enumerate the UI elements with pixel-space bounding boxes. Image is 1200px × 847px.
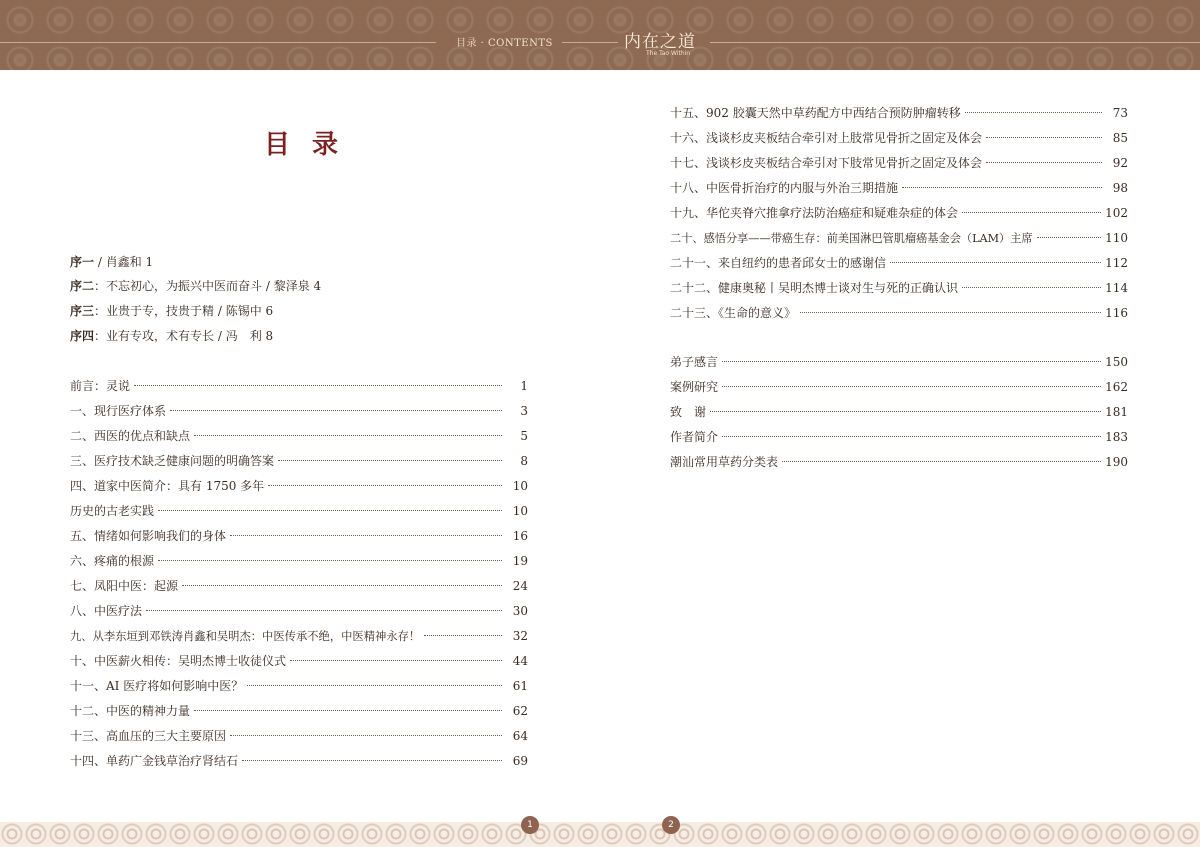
leader-dots <box>722 361 1101 362</box>
toc-entry-label: 三、医疗技术缺乏健康问题的明确答案 <box>70 454 275 468</box>
preface-text: / 肖鑫和 1 <box>94 255 154 269</box>
toc-entry-page: 10 <box>512 479 528 493</box>
toc-entry[interactable] <box>670 453 1128 471</box>
toc-entry-label: 案例研究 <box>670 380 719 394</box>
toc-entry[interactable] <box>70 552 528 570</box>
toc-entry[interactable] <box>70 652 528 670</box>
preface-text: ：不忘初心，为振兴中医而奋斗 / 黎泽泉 4 <box>94 279 322 293</box>
toc-entry-page: 64 <box>512 729 528 743</box>
toc-entry[interactable] <box>670 179 1128 197</box>
preface-row[interactable] <box>70 253 153 271</box>
header-rule-left <box>0 42 436 43</box>
preface-key: 序一 <box>70 255 95 269</box>
leader-dots <box>158 510 502 511</box>
leader-dots <box>247 685 502 686</box>
preface-key: 序三 <box>70 304 95 318</box>
header-section-label: 目录 · CONTENTS <box>456 38 553 49</box>
toc-entry[interactable] <box>70 627 528 645</box>
leader-dots <box>134 385 502 386</box>
preface-key: 序四 <box>70 329 95 343</box>
leader-dots <box>962 287 1101 288</box>
toc-entry-label: 十六、浅谈杉皮夹板结合牵引对上肢常见骨折之固定及体会 <box>670 131 983 145</box>
toc-entry-label: 十八、中医骨折治疗的内服与外治三期措施 <box>670 181 899 195</box>
toc-entry-page: 10 <box>512 504 528 518</box>
preface-text: ：业贵于专，技贵于精 / 陈锡中 6 <box>94 304 274 318</box>
toc-entry-page: 116 <box>1105 306 1128 320</box>
toc-entry[interactable] <box>670 254 1128 272</box>
toc-entry[interactable] <box>70 602 528 620</box>
leader-dots <box>230 735 502 736</box>
toc-entry-label: 二十三、《生命的意义》 <box>670 306 797 320</box>
toc-entry-page: 73 <box>1112 106 1128 120</box>
page-number-badge: 1 <box>521 816 539 834</box>
toc-entry-label: 十九、华佗夹脊穴推拿疗法防治癌症和疑难杂症的体会 <box>670 206 959 220</box>
toc-entry-page: 98 <box>1112 181 1128 195</box>
toc-entry[interactable] <box>670 104 1128 122</box>
preface-text: ：业有专攻，术有专长 / 冯 利 8 <box>94 329 274 343</box>
toc-entry[interactable] <box>70 527 528 545</box>
toc-entry[interactable] <box>670 403 1128 421</box>
toc-entry-page: 183 <box>1105 430 1128 444</box>
toc-entry-label: 作者简介 <box>670 430 719 444</box>
toc-entry-label: 十、中医薪火相传：吴明杰博士收徒仪式 <box>70 654 287 668</box>
toc-entry[interactable] <box>670 229 1128 247</box>
toc-entry-label: 五、情绪如何影响我们的身体 <box>70 529 227 543</box>
leader-dots <box>146 610 502 611</box>
leader-dots <box>182 585 502 586</box>
leader-dots <box>722 386 1101 387</box>
leader-dots <box>230 535 502 536</box>
leader-dots <box>800 312 1101 313</box>
header-rule-mid <box>562 42 618 43</box>
toc-entry[interactable] <box>670 204 1128 222</box>
page-title: 目录 <box>264 130 361 160</box>
toc-entry-label: 二十二、健康奥秘丨吴明杰博士谈对生与死的正确认识 <box>670 281 959 295</box>
toc-entry[interactable] <box>670 353 1128 371</box>
leader-dots <box>890 262 1101 263</box>
toc-entry-page: 85 <box>1112 131 1128 145</box>
toc-entry-label: 十五、902 胶囊天然中草药配方中西结合预防肿瘤转移 <box>670 106 961 120</box>
toc-entry-page: 110 <box>1105 231 1128 245</box>
toc-entry-label: 六、疼痛的根源 <box>70 554 155 568</box>
toc-entry-label: 一、现行医疗体系 <box>70 404 167 418</box>
toc-entry[interactable] <box>70 502 528 520</box>
toc-entry-page: 24 <box>512 579 528 593</box>
toc-entry-label: 十三、高血压的三大主要原因 <box>70 729 227 743</box>
toc-entry[interactable] <box>70 452 528 470</box>
leader-dots <box>194 435 502 436</box>
toc-entry-page: 5 <box>520 429 528 443</box>
leader-dots <box>242 760 502 761</box>
toc-entry[interactable] <box>70 477 528 495</box>
toc-entry[interactable] <box>70 677 528 695</box>
toc-entry-page: 16 <box>512 529 528 543</box>
toc-entry[interactable] <box>670 378 1128 396</box>
toc-entry[interactable] <box>70 727 528 745</box>
page-number-badge: 2 <box>662 816 680 834</box>
toc-entry-page: 150 <box>1105 355 1128 369</box>
toc-entry-label: 前言：灵说 <box>70 379 131 393</box>
preface-row[interactable] <box>70 277 321 295</box>
toc-entry-page: 3 <box>520 404 528 418</box>
leader-dots <box>986 137 1102 138</box>
toc-entry-label: 潮汕常用草药分类表 <box>670 455 779 469</box>
toc-entry-page: 32 <box>512 629 528 643</box>
toc-entry-page: 8 <box>520 454 528 468</box>
toc-entry-label: 二、西医的优点和缺点 <box>70 429 191 443</box>
toc-entry[interactable] <box>670 428 1128 446</box>
toc-entry-label: 十一、AI 医疗将如何影响中医？ <box>70 679 244 693</box>
leader-dots <box>194 710 502 711</box>
toc-entry-label: 十二、中医的精神力量 <box>70 704 191 718</box>
book-logo: 内在之道 <box>624 32 696 52</box>
leader-dots <box>158 560 502 561</box>
leader-dots <box>962 212 1101 213</box>
toc-entry-label: 四、道家中医简介：具有 1750 多年 <box>70 479 265 493</box>
toc-entry[interactable] <box>70 577 528 595</box>
leader-dots <box>424 635 502 636</box>
preface-row[interactable] <box>70 302 273 320</box>
header-rule-right <box>710 42 1200 43</box>
toc-entry-page: 30 <box>512 604 528 618</box>
leader-dots <box>710 411 1101 412</box>
leader-dots <box>170 410 502 411</box>
toc-entry[interactable] <box>70 752 528 770</box>
toc-entry[interactable] <box>70 377 528 395</box>
leader-dots <box>965 112 1102 113</box>
toc-entry-page: 92 <box>1112 156 1128 170</box>
leader-dots <box>278 460 502 461</box>
toc-entry-label: 八、中医疗法 <box>70 604 143 618</box>
toc-entry-page: 190 <box>1105 455 1128 469</box>
toc-entry-label: 九、从李东垣到邓铁涛肖鑫和吴明杰：中医传承不绝，中医精神永存！ <box>70 630 421 643</box>
toc-entry-page: 181 <box>1105 405 1128 419</box>
toc-entry-label: 致 谢 <box>670 405 707 419</box>
toc-entry-label: 二十、感悟分享——带癌生存：前美国淋巴管肌瘤癌基金会（LAM）主席 <box>670 232 1033 245</box>
toc-entry-page: 61 <box>512 679 528 693</box>
toc-entry-page: 112 <box>1105 256 1128 270</box>
toc-entry-label: 七、凤阳中医：起源 <box>70 579 179 593</box>
toc-entry[interactable] <box>670 154 1128 172</box>
leader-dots <box>290 660 502 661</box>
toc-entry-page: 44 <box>512 654 528 668</box>
header-band <box>0 0 1200 70</box>
toc-entry-page: 69 <box>512 754 528 768</box>
leader-dots <box>986 162 1102 163</box>
toc-entry-label: 弟子感言 <box>670 355 719 369</box>
toc-entry-page: 162 <box>1105 380 1128 394</box>
toc-entry[interactable] <box>70 402 528 420</box>
toc-entry-page: 19 <box>512 554 528 568</box>
toc-entry-page: 62 <box>512 704 528 718</box>
toc-entry[interactable] <box>670 129 1128 147</box>
footer-band <box>0 822 1200 847</box>
toc-entry-page: 1 <box>520 379 528 393</box>
leader-dots <box>268 485 502 486</box>
toc-entry[interactable] <box>70 427 528 445</box>
toc-entry-label: 十七、浅谈杉皮夹板结合牵引对下肢常见骨折之固定及体会 <box>670 156 983 170</box>
toc-entry-label: 历史的古老实践 <box>70 504 155 518</box>
toc-entry[interactable] <box>70 702 528 720</box>
preface-key: 序二 <box>70 279 95 293</box>
toc-entry-page: 114 <box>1105 281 1128 295</box>
leader-dots <box>1037 237 1102 238</box>
toc-entry-label: 十四、单药广金钱草治疗肾结石 <box>70 754 239 768</box>
toc-entry-label: 二十一、来自纽约的患者邱女士的感谢信 <box>670 256 887 270</box>
leader-dots <box>722 436 1101 437</box>
toc-entry-page: 102 <box>1105 206 1128 220</box>
toc-entry[interactable] <box>670 279 1128 297</box>
leader-dots <box>902 187 1102 188</box>
toc-entry[interactable] <box>670 304 1128 322</box>
book-logo-english: The Tao Within <box>646 50 691 57</box>
leader-dots <box>782 461 1101 462</box>
preface-row[interactable] <box>70 327 273 345</box>
